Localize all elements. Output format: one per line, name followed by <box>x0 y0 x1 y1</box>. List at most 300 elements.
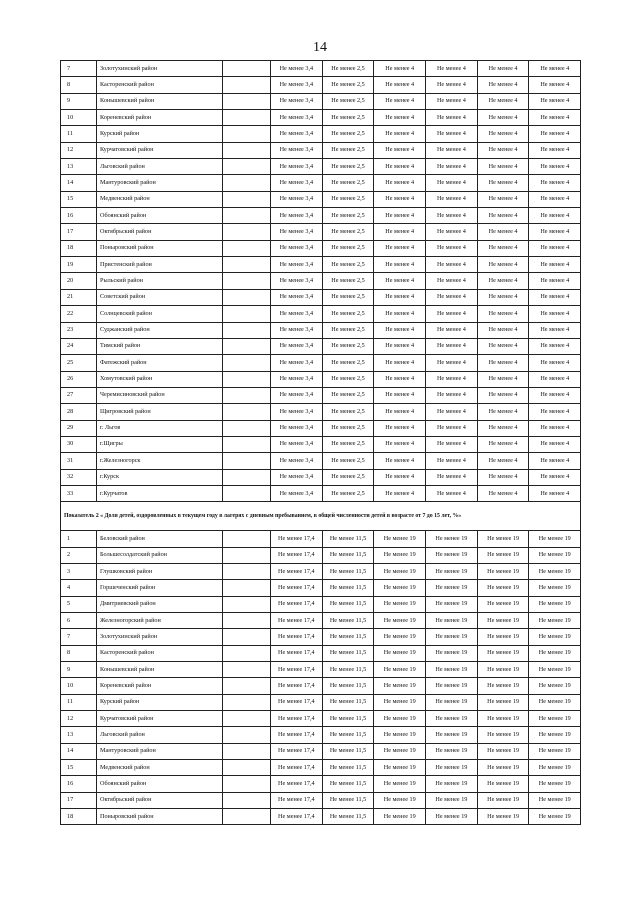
district-name: Поныровский район <box>97 809 223 825</box>
target-value: Не менее 11,5 <box>322 776 374 792</box>
target-value: Не менее 4 <box>374 159 426 175</box>
target-value: Не менее 4 <box>477 420 529 436</box>
target-value: Не менее 19 <box>477 580 529 596</box>
empty-cell <box>223 469 271 485</box>
target-value: Не менее 17,4 <box>271 645 323 661</box>
target-value: Не менее 3,4 <box>271 208 323 224</box>
target-value: Не менее 4 <box>477 322 529 338</box>
empty-cell <box>223 613 271 629</box>
target-value: Не менее 17,4 <box>271 743 323 759</box>
target-value: Не менее 19 <box>426 711 478 727</box>
row-number: 7 <box>61 629 97 645</box>
target-value: Не менее 4 <box>477 289 529 305</box>
table-row <box>61 743 581 759</box>
empty-cell <box>223 387 271 403</box>
target-value: Не менее 19 <box>374 727 426 743</box>
row-number: 9 <box>61 93 97 109</box>
target-value: Не менее 2,5 <box>322 436 374 452</box>
target-value: Не менее 3,4 <box>271 387 323 403</box>
target-value: Не менее 19 <box>529 629 581 645</box>
target-value: Не менее 19 <box>529 678 581 694</box>
row-number: 20 <box>61 273 97 289</box>
district-name: Солнцевский район <box>97 306 223 322</box>
target-value: Не менее 2,5 <box>322 453 374 469</box>
target-value: Не менее 19 <box>374 743 426 759</box>
target-value: Не менее 2,5 <box>322 159 374 175</box>
target-value: Не менее 2,5 <box>322 175 374 191</box>
district-name: Курчатовский район <box>97 142 223 158</box>
target-value: Не менее 19 <box>374 629 426 645</box>
table-row <box>61 792 581 808</box>
empty-cell <box>223 809 271 825</box>
row-number: 15 <box>61 760 97 776</box>
empty-cell <box>223 355 271 371</box>
target-value: Не менее 19 <box>477 547 529 563</box>
row-number: 10 <box>61 110 97 126</box>
district-name: г.Железногорск <box>97 453 223 469</box>
table-row <box>61 662 581 678</box>
target-value: Не менее 11,5 <box>322 792 374 808</box>
target-value: Не менее 2,5 <box>322 273 374 289</box>
empty-cell <box>223 727 271 743</box>
target-value: Не менее 3,4 <box>271 257 323 273</box>
table-row <box>61 727 581 743</box>
table-row <box>61 436 581 452</box>
empty-cell <box>223 224 271 240</box>
target-value: Не менее 11,5 <box>322 743 374 759</box>
indicators-table <box>60 60 581 825</box>
target-value: Не менее 4 <box>426 420 478 436</box>
target-value: Не менее 3,4 <box>271 93 323 109</box>
table-row <box>61 142 581 158</box>
target-value: Не менее 19 <box>477 711 529 727</box>
section-header-row <box>61 502 581 531</box>
target-value: Не менее 4 <box>426 338 478 354</box>
target-value: Не менее 19 <box>529 662 581 678</box>
row-number: 29 <box>61 420 97 436</box>
table-row <box>61 547 581 563</box>
row-number: 27 <box>61 387 97 403</box>
target-value: Не менее 19 <box>477 760 529 776</box>
district-name: Курчатовский район <box>97 711 223 727</box>
row-number: 6 <box>61 613 97 629</box>
target-value: Не менее 19 <box>529 711 581 727</box>
empty-cell <box>223 404 271 420</box>
row-number: 21 <box>61 289 97 305</box>
district-name: Тимский район <box>97 338 223 354</box>
table-row <box>61 257 581 273</box>
district-name: Поныровский район <box>97 240 223 256</box>
table-row <box>61 371 581 387</box>
district-name: Золотухинский район <box>97 629 223 645</box>
target-value: Не менее 4 <box>374 306 426 322</box>
target-value: Не менее 19 <box>374 662 426 678</box>
row-number: 33 <box>61 485 97 501</box>
row-number: 23 <box>61 322 97 338</box>
empty-cell <box>223 371 271 387</box>
district-name: Курский район <box>97 126 223 142</box>
target-value: Не менее 4 <box>426 469 478 485</box>
empty-cell <box>223 596 271 612</box>
target-value: Не менее 17,4 <box>271 678 323 694</box>
empty-cell <box>223 678 271 694</box>
target-value: Не менее 4 <box>477 338 529 354</box>
empty-cell <box>223 240 271 256</box>
target-value: Не менее 4 <box>529 110 581 126</box>
target-value: Не менее 2,5 <box>322 485 374 501</box>
target-value: Не менее 19 <box>426 547 478 563</box>
target-value: Не менее 3,4 <box>271 240 323 256</box>
row-number: 11 <box>61 694 97 710</box>
target-value: Не менее 19 <box>477 727 529 743</box>
target-value: Не менее 4 <box>477 224 529 240</box>
row-number: 30 <box>61 436 97 452</box>
row-number: 14 <box>61 743 97 759</box>
table-row <box>61 191 581 207</box>
target-value: Не менее 4 <box>477 126 529 142</box>
empty-cell <box>223 547 271 563</box>
table-row <box>61 776 581 792</box>
row-number: 8 <box>61 77 97 93</box>
row-number: 14 <box>61 175 97 191</box>
target-value: Не менее 3,4 <box>271 289 323 305</box>
district-name: Черемисиновский район <box>97 387 223 403</box>
row-number: 16 <box>61 776 97 792</box>
target-value: Не менее 17,4 <box>271 563 323 579</box>
district-name: Суджанский район <box>97 322 223 338</box>
table-row <box>61 629 581 645</box>
empty-cell <box>223 306 271 322</box>
table-row <box>61 208 581 224</box>
target-value: Не менее 2,5 <box>322 77 374 93</box>
target-value: Не менее 4 <box>529 387 581 403</box>
target-value: Не менее 11,5 <box>322 547 374 563</box>
target-value: Не менее 4 <box>374 142 426 158</box>
target-value: Не менее 4 <box>426 159 478 175</box>
target-value: Не менее 11,5 <box>322 629 374 645</box>
target-value: Не менее 19 <box>426 760 478 776</box>
district-name: г. Льгов <box>97 420 223 436</box>
table-row <box>61 387 581 403</box>
target-value: Не менее 4 <box>374 436 426 452</box>
page-number: 14 <box>313 40 327 55</box>
target-value: Не менее 11,5 <box>322 760 374 776</box>
target-value: Не менее 17,4 <box>271 792 323 808</box>
target-value: Не менее 3,4 <box>271 159 323 175</box>
district-name: Курский район <box>97 694 223 710</box>
target-value: Не менее 2,5 <box>322 371 374 387</box>
table-row <box>61 531 581 547</box>
empty-cell <box>223 694 271 710</box>
row-number: 5 <box>61 596 97 612</box>
district-name: Мантуровский район <box>97 743 223 759</box>
target-value: Не менее 19 <box>426 776 478 792</box>
target-value: Не менее 4 <box>426 61 478 77</box>
table-row <box>61 596 581 612</box>
target-value: Не менее 17,4 <box>271 727 323 743</box>
row-number: 17 <box>61 792 97 808</box>
table-row <box>61 224 581 240</box>
target-value: Не менее 2,5 <box>322 420 374 436</box>
target-value: Не менее 4 <box>477 355 529 371</box>
row-number: 18 <box>61 240 97 256</box>
table-row <box>61 678 581 694</box>
target-value: Не менее 4 <box>426 110 478 126</box>
target-value: Не менее 19 <box>426 727 478 743</box>
row-number: 31 <box>61 453 97 469</box>
empty-cell <box>223 645 271 661</box>
target-value: Не менее 17,4 <box>271 580 323 596</box>
target-value: Не менее 2,5 <box>322 257 374 273</box>
target-value: Не менее 2,5 <box>322 322 374 338</box>
target-value: Не менее 11,5 <box>322 596 374 612</box>
target-value: Не менее 4 <box>374 322 426 338</box>
target-value: Не менее 4 <box>426 355 478 371</box>
target-value: Не менее 4 <box>374 485 426 501</box>
table-row <box>61 453 581 469</box>
target-value: Не менее 4 <box>477 469 529 485</box>
district-name: Щигровский район <box>97 404 223 420</box>
target-value: Не менее 17,4 <box>271 613 323 629</box>
row-number: 19 <box>61 257 97 273</box>
district-name: Глушковский район <box>97 563 223 579</box>
row-number: 11 <box>61 126 97 142</box>
target-value: Не менее 19 <box>374 694 426 710</box>
target-value: Не менее 3,4 <box>271 436 323 452</box>
target-value: Не менее 11,5 <box>322 613 374 629</box>
table-row <box>61 110 581 126</box>
table-row <box>61 273 581 289</box>
target-value: Не менее 2,5 <box>322 93 374 109</box>
table-row <box>61 485 581 501</box>
target-value: Не менее 4 <box>374 126 426 142</box>
target-value: Не менее 4 <box>477 61 529 77</box>
district-name: Касторенский район <box>97 645 223 661</box>
target-value: Не менее 4 <box>477 485 529 501</box>
target-value: Не менее 19 <box>529 743 581 759</box>
target-value: Не менее 19 <box>477 645 529 661</box>
target-value: Не менее 19 <box>529 613 581 629</box>
table-row <box>61 694 581 710</box>
district-name: Золотухинский район <box>97 61 223 77</box>
table-row <box>61 306 581 322</box>
target-value: Не менее 4 <box>374 208 426 224</box>
target-value: Не менее 19 <box>426 792 478 808</box>
target-value: Не менее 4 <box>529 371 581 387</box>
target-value: Не менее 4 <box>529 453 581 469</box>
target-value: Не менее 19 <box>477 694 529 710</box>
target-value: Не менее 4 <box>426 289 478 305</box>
target-value: Не менее 4 <box>529 224 581 240</box>
empty-cell <box>223 485 271 501</box>
target-value: Не менее 3,4 <box>271 142 323 158</box>
table-row <box>61 93 581 109</box>
target-value: Не менее 4 <box>426 485 478 501</box>
empty-cell <box>223 208 271 224</box>
target-value: Не менее 2,5 <box>322 387 374 403</box>
target-value: Не менее 17,4 <box>271 760 323 776</box>
target-value: Не менее 4 <box>477 257 529 273</box>
target-value: Не менее 19 <box>529 694 581 710</box>
target-value: Не менее 11,5 <box>322 727 374 743</box>
target-value: Не менее 4 <box>529 142 581 158</box>
target-value: Не менее 11,5 <box>322 711 374 727</box>
target-value: Не менее 4 <box>477 387 529 403</box>
target-value: Не менее 4 <box>426 191 478 207</box>
table-row <box>61 159 581 175</box>
district-name: Кореневский район <box>97 110 223 126</box>
target-value: Не менее 4 <box>529 338 581 354</box>
target-value: Не менее 3,4 <box>271 420 323 436</box>
district-name: Хомутовский район <box>97 371 223 387</box>
target-value: Не менее 4 <box>426 77 478 93</box>
target-value: Не менее 4 <box>529 469 581 485</box>
district-name: Октябрьский район <box>97 224 223 240</box>
target-value: Не менее 19 <box>374 580 426 596</box>
target-value: Не менее 4 <box>426 404 478 420</box>
target-value: Не менее 2,5 <box>322 208 374 224</box>
empty-cell <box>223 142 271 158</box>
district-name: Обоянский район <box>97 208 223 224</box>
empty-cell <box>223 126 271 142</box>
target-value: Не менее 19 <box>374 809 426 825</box>
district-name: Советский район <box>97 289 223 305</box>
target-value: Не менее 2,5 <box>322 355 374 371</box>
row-number: 10 <box>61 678 97 694</box>
target-value: Не менее 19 <box>529 809 581 825</box>
target-value: Не менее 19 <box>529 531 581 547</box>
target-value: Не менее 19 <box>426 613 478 629</box>
target-value: Не менее 19 <box>374 547 426 563</box>
target-value: Не менее 4 <box>426 93 478 109</box>
district-name: Льговский район <box>97 727 223 743</box>
target-value: Не менее 19 <box>529 727 581 743</box>
target-value: Не менее 19 <box>529 580 581 596</box>
empty-cell <box>223 580 271 596</box>
target-value: Не менее 4 <box>477 273 529 289</box>
table-row <box>61 469 581 485</box>
empty-cell <box>223 110 271 126</box>
empty-cell <box>223 420 271 436</box>
target-value: Не менее 4 <box>426 453 478 469</box>
target-value: Не менее 2,5 <box>322 191 374 207</box>
target-value: Не менее 4 <box>529 175 581 191</box>
target-value: Не менее 11,5 <box>322 563 374 579</box>
empty-cell <box>223 273 271 289</box>
target-value: Не менее 4 <box>426 224 478 240</box>
target-value: Не менее 4 <box>374 77 426 93</box>
row-number: 22 <box>61 306 97 322</box>
table-row <box>61 563 581 579</box>
row-number: 3 <box>61 563 97 579</box>
row-number: 4 <box>61 580 97 596</box>
target-value: Не менее 19 <box>374 678 426 694</box>
target-value: Не менее 19 <box>426 743 478 759</box>
district-name: Пристенский район <box>97 257 223 273</box>
target-value: Не менее 4 <box>529 61 581 77</box>
target-value: Не менее 4 <box>529 257 581 273</box>
target-value: Не менее 4 <box>529 191 581 207</box>
target-value: Не менее 19 <box>477 809 529 825</box>
empty-cell <box>223 159 271 175</box>
target-value: Не менее 4 <box>529 126 581 142</box>
target-value: Не менее 4 <box>374 110 426 126</box>
target-value: Не менее 4 <box>374 387 426 403</box>
target-value: Не менее 19 <box>477 678 529 694</box>
district-name: Беловский район <box>97 531 223 547</box>
row-number: 1 <box>61 531 97 547</box>
target-value: Не менее 4 <box>426 436 478 452</box>
target-value: Не менее 4 <box>426 387 478 403</box>
target-value: Не менее 4 <box>426 273 478 289</box>
target-value: Не менее 17,4 <box>271 629 323 645</box>
target-value: Не менее 3,4 <box>271 306 323 322</box>
empty-cell <box>223 563 271 579</box>
row-number: 9 <box>61 662 97 678</box>
empty-cell <box>223 531 271 547</box>
empty-cell <box>223 711 271 727</box>
target-value: Не менее 4 <box>426 306 478 322</box>
district-name: Горшеченский район <box>97 580 223 596</box>
district-name: Конышевский район <box>97 662 223 678</box>
district-name: Октябрьский район <box>97 792 223 808</box>
target-value: Не менее 4 <box>529 240 581 256</box>
target-value: Не менее 17,4 <box>271 547 323 563</box>
target-value: Не менее 11,5 <box>322 580 374 596</box>
target-value: Не менее 11,5 <box>322 678 374 694</box>
district-name: Кореневский район <box>97 678 223 694</box>
target-value: Не менее 4 <box>529 420 581 436</box>
target-value: Не менее 19 <box>477 531 529 547</box>
target-value: Не менее 19 <box>529 776 581 792</box>
target-value: Не менее 4 <box>477 371 529 387</box>
target-value: Не менее 4 <box>529 159 581 175</box>
row-number: 8 <box>61 645 97 661</box>
target-value: Не менее 19 <box>477 662 529 678</box>
target-value: Не менее 19 <box>374 711 426 727</box>
target-value: Не менее 4 <box>477 240 529 256</box>
row-number: 32 <box>61 469 97 485</box>
target-value: Не менее 4 <box>374 289 426 305</box>
table-row <box>61 289 581 305</box>
target-value: Не менее 3,4 <box>271 77 323 93</box>
district-name: Дмитриевский район <box>97 596 223 612</box>
target-value: Не менее 4 <box>426 208 478 224</box>
target-value: Не менее 4 <box>374 191 426 207</box>
target-value: Не менее 4 <box>529 436 581 452</box>
target-value: Не менее 4 <box>529 355 581 371</box>
target-value: Не менее 4 <box>477 77 529 93</box>
target-value: Не менее 4 <box>374 469 426 485</box>
target-value: Не менее 3,4 <box>271 404 323 420</box>
district-name: г.Щигры <box>97 436 223 452</box>
target-value: Не менее 11,5 <box>322 809 374 825</box>
target-value: Не менее 2,5 <box>322 289 374 305</box>
target-value: Не менее 4 <box>426 126 478 142</box>
target-value: Не менее 2,5 <box>322 240 374 256</box>
empty-cell <box>223 436 271 452</box>
district-name: Конышевский район <box>97 93 223 109</box>
target-value: Не менее 4 <box>426 142 478 158</box>
target-value: Не менее 4 <box>426 371 478 387</box>
row-number: 26 <box>61 371 97 387</box>
target-value: Не менее 4 <box>477 453 529 469</box>
table-row <box>61 711 581 727</box>
empty-cell <box>223 322 271 338</box>
table-row <box>61 77 581 93</box>
row-number: 7 <box>61 61 97 77</box>
table-body <box>61 61 581 825</box>
